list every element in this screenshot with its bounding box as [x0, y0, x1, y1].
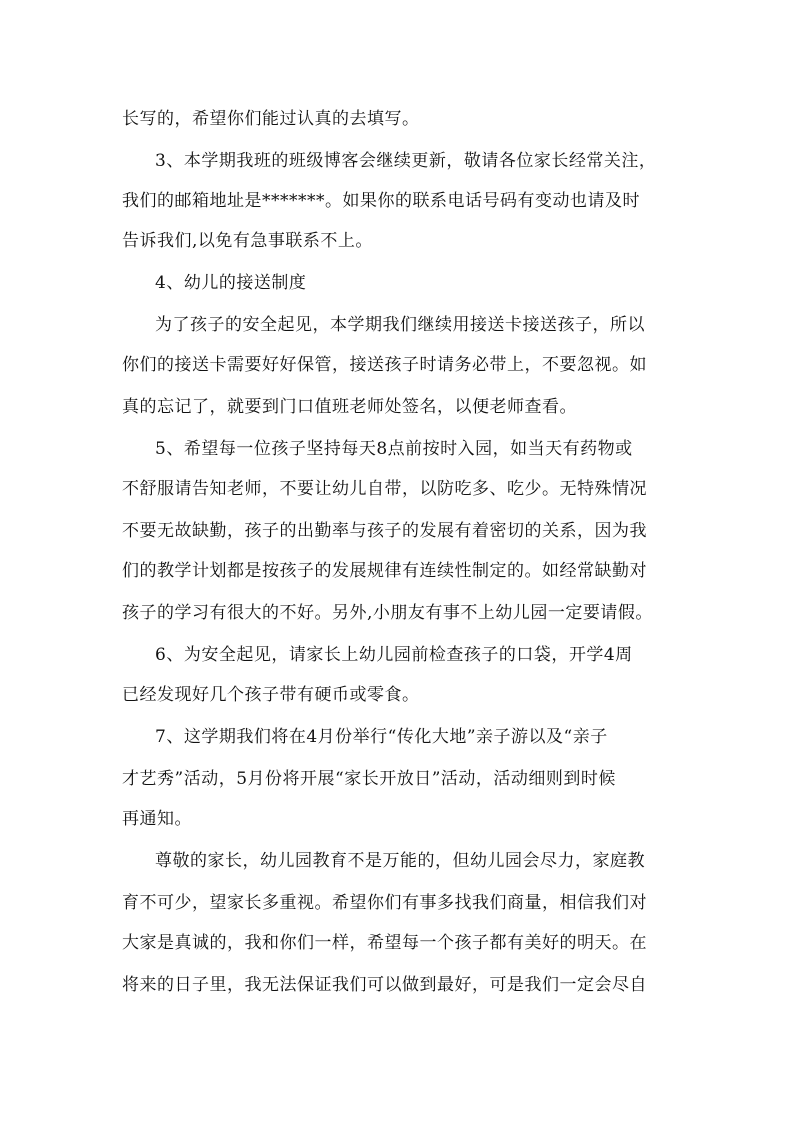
text-line: 再通知。 — [122, 809, 192, 829]
text-line: 育不可少，望家长多重视。希望你们有事多找我们商量，相信我们对 — [122, 893, 647, 913]
text-line: 孩子的学习有很大的不好。另外,小朋友有事不上幼儿园一定要请假。 — [122, 603, 653, 623]
text-line: 我们的邮箱地址是*******。如果你的联系电话号码有变动也请及时 — [122, 191, 640, 211]
text-line: 将来的日子里，我无法保证我们可以做到最好，可是我们一定会尽自 — [122, 975, 647, 995]
text-line: 3、本学期我班的班级博客会继续更新，敬请各位家长经常关注， — [155, 151, 657, 171]
text-line: 为了孩子的安全起见，本学期我们继续用接送卡接送孩子，所以 — [155, 315, 645, 335]
text-line: 尊敬的家长，幼儿园教育不是万能的，但幼儿园会尽力，家庭教 — [155, 851, 645, 871]
text-line: 真的忘记了，就要到门口值班老师处签名，以便老师查看。 — [122, 397, 577, 417]
text-line: 大家是真诚的，我和你们一样，希望每一个孩子都有美好的明天。在 — [122, 933, 647, 953]
text-line: 告诉我们,以免有急事联系不上。 — [122, 231, 373, 251]
text-line: 长写的，希望你们能过认真的去填写。 — [122, 109, 420, 129]
text-line: 6、为安全起见，请家长上幼儿园前检查孩子的口袋，开学4周 — [155, 645, 633, 665]
text-line: 7、这学期我们将在4月份举行“传化大地”亲子游以及“亲子 — [155, 727, 608, 747]
text-line: 5、希望每一位孩子坚持每天8点前按时入园，如当天有药物或 — [155, 439, 633, 459]
text-line: 你们的接送卡需要好好保管，接送孩子时请务必带上，不要忽视。如 — [122, 355, 647, 375]
text-line: 已经发现好几个孩子带有硬币或零食。 — [122, 685, 420, 705]
text-line: 不要无故缺勤，孩子的出勤率与孩子的发展有着密切的关系，因为我 — [122, 521, 647, 541]
text-line: 不舒服请告知老师，不要让幼儿自带，以防吃多、吃少。无特殊情况 — [122, 479, 647, 499]
text-line: 4、幼儿的接送制度 — [155, 273, 307, 293]
text-line: 才艺秀”活动，5月份将开展“家长开放日”活动，活动细则到时候 — [122, 769, 616, 789]
text-line: 们的教学计划都是按孩子的发展规律有连续性制定的。如经常缺勤对 — [122, 561, 647, 581]
